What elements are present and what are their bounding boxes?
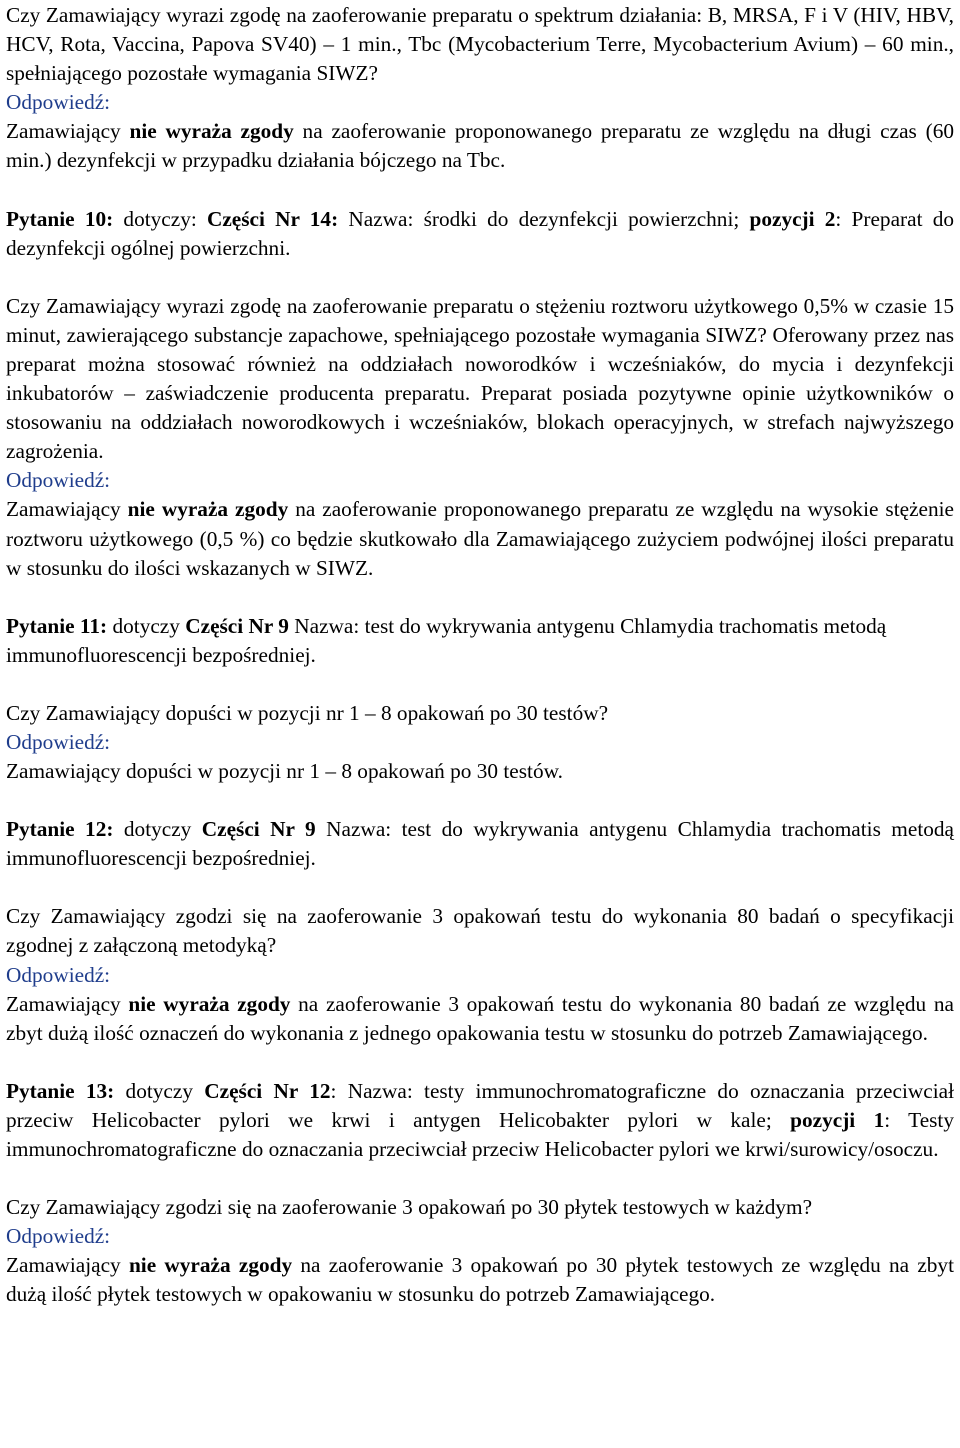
heading-text: Nazwa: test do wykrywania antygenu Chlamydia trachomatis metodą immunofluorescencji bezpośredniej. (6, 613, 887, 667)
answer-refusal: nie wyraża zgody (127, 497, 289, 522)
answer-text-start: Zamawiający (6, 991, 129, 1016)
part-number: Części Nr 14: (206, 206, 339, 231)
heading-text: Nazwa: środki do dezynfekcji powierzchni; (338, 206, 750, 231)
question-number: Pytanie 12: (6, 817, 114, 842)
question-text: Czy Zamawiający dopuści w pozycji nr 1 – 8 opakowań po 30 testów? (6, 700, 609, 725)
question-number: Pytanie 10: (6, 206, 114, 231)
answer-text-end: na zaoferowanie 3 opakowań po 30 płytek testowych ze względu na zbyt dużą ilość płytek testowych w opakowaniu w stosunku do potrzeb Zamawiającego. (6, 1253, 954, 1307)
heading-text: dotyczy (113, 817, 202, 842)
heading-text: : Nazwa: testy immunochromatograficzne do oznaczania przeciwciał przeciw Helicobacter pylori we krwi i antygen Helicobakter pylori w kale; (6, 1078, 954, 1132)
question-heading-10 (6, 205, 954, 263)
question-number: Pytanie 11: (6, 613, 108, 638)
position-number: pozycji 2 (749, 206, 836, 231)
question-text: Czy Zamawiający zgodzi się na zaoferowanie 3 opakowań testu do wykonania 80 badań o specyfikacji zgodnej z załączoną metodyką? (6, 904, 954, 958)
question-heading-12 (6, 815, 954, 873)
part-number: Części Nr 9 (201, 817, 316, 842)
answer-text-end: na zaoferowanie 3 opakowań testu do wykonania 80 badań ze względu na zbyt dużą ilość oznaczeń do wykonania z jednego opakowania testu w stosunku do potrzeb Zamawiającego. (6, 991, 954, 1045)
position-number: pozycji 1 (790, 1107, 885, 1132)
heading-text: dotyczy: (113, 206, 207, 231)
part-number: Części Nr 9 (185, 613, 289, 638)
question-number: Pytanie 13: (6, 1078, 115, 1103)
question-text: Czy Zamawiający zgodzi się na zaoferowanie 3 opakowań po 30 płytek testowych w każdym? (6, 1195, 813, 1220)
answer-text-start: Zamawiający (6, 119, 130, 144)
answer-label: Odpowiedź: (6, 1224, 111, 1249)
answer-label: Odpowiedź: (6, 729, 111, 754)
answer-label: Odpowiedź: (6, 90, 111, 115)
answer-text-end: na zaoferowanie proponowanego preparatu ze względu na wysokie stężenie roztworu użytkowego (0,5 %) co będzie skutkowało dla Zamawiającego zużyciem podwójnej ilości preparatu w stosunku do ilości wskazanych w SIWZ. (6, 497, 954, 580)
spacer (6, 873, 954, 902)
answer-label: Odpowiedź: (6, 962, 111, 987)
question-text: Czy Zamawiający wyrazi zgodę na zaoferowanie preparatu o spektrum działania: B, MRSA, F i V (HIV, HBV, HCV, Rota, Vaccina, Papova SV40) – 1 min., Tbc (Mycobacterium Terre, Mycobacterium Avium) – 60 min., spełniającego pozostałe wymagania SIWZ? (6, 3, 954, 86)
heading-text: : Preparat do dezynfekcji ogólnej powierzchni. (6, 206, 955, 260)
question-heading-11 (6, 612, 954, 670)
spacer (6, 583, 954, 612)
heading-text: : Testy immunochromatograficzne do oznaczania przeciwciał przeciw Helicobacter pylori we krwi/surowicy/osoczu. (6, 1107, 954, 1161)
question-heading-13 (6, 1077, 954, 1164)
question-text: Czy Zamawiający wyrazi zgodę na zaoferowanie preparatu o stężeniu roztworu użytkowego 0,5% w czasie 15 minut, zawierającego substancje zapachowe, spełniającego pozostałe wymagania SIWZ? Oferowany przez nas preparat można stosować również na oddziałach noworodków i wcześniaków, do mycia i dezynfekcji inkubatorów – zaświadczenie producenta preparatu. Preparat posiada pozytywne opinie użytkowników o stosowaniu na oddziałach noworodkowych i wcześniaków, blokach operacyjnych, w strefach najwyższego zagrożenia. (6, 293, 954, 464)
spacer (6, 670, 954, 699)
part-number: Części Nr 12 (204, 1078, 331, 1103)
spacer (6, 1048, 954, 1077)
answer-text: Zamawiający dopuści w pozycji nr 1 – 8 opakowań po 30 testów. (6, 759, 563, 784)
heading-text: Nazwa: test do wykrywania antygenu Chlamydia trachomatis metodą immunofluorescencji bezpośredniej. (6, 817, 954, 871)
spacer (6, 263, 954, 292)
answer-text (6, 1251, 954, 1309)
answer-label: Odpowiedź: (6, 468, 111, 493)
answer-text-end: na zaoferowanie proponowanego preparatu ze względu na długi czas (60 min.) dezynfekcji w przypadku działania bójczego na Tbc. (6, 119, 954, 173)
answer-text-start: Zamawiający (6, 1253, 129, 1278)
answer-text (6, 495, 954, 582)
answer-text (6, 117, 954, 175)
answer-refusal: nie wyraża zgody (128, 991, 291, 1016)
spacer (6, 1164, 954, 1193)
answer-refusal: nie wyraża zgody (128, 1253, 293, 1278)
spacer (6, 786, 954, 815)
answer-text-start: Zamawiający (6, 497, 128, 522)
heading-text: dotyczy (107, 613, 186, 638)
answer-text (6, 990, 954, 1048)
heading-text: dotyczy (114, 1078, 205, 1103)
answer-refusal: nie wyraża zgody (129, 119, 294, 144)
spacer (6, 176, 954, 205)
